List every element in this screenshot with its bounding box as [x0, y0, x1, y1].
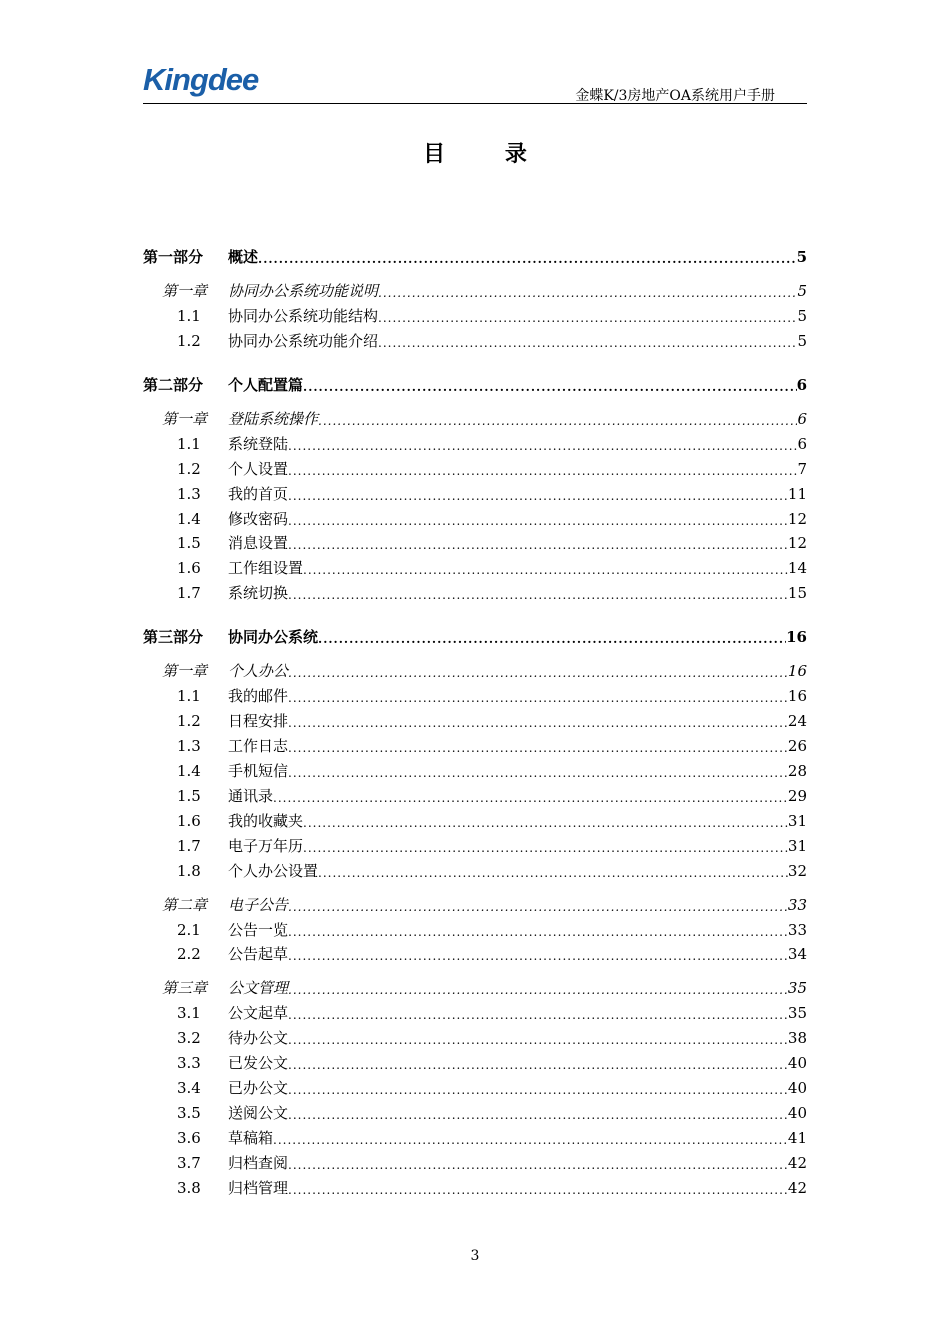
toc-entry-label: 系统切换	[228, 584, 289, 602]
toc-entry-label: 通讯录	[228, 787, 274, 805]
toc-entry-page: 40	[787, 1054, 807, 1072]
toc-entry-section[interactable]	[162, 976, 807, 998]
toc-entry-item[interactable]	[143, 1126, 807, 1148]
toc-entry-page: 6	[796, 376, 807, 394]
toc-entry-label: 我的首页	[228, 485, 289, 503]
toc-entry-page: 6	[797, 435, 807, 453]
toc-dot-leader	[288, 1107, 788, 1123]
toc-dot-leader	[273, 1132, 788, 1148]
toc-entry-label: 登陆系统操作	[228, 410, 319, 428]
toc-entry-item[interactable]	[143, 734, 807, 756]
toc-entry-label: 工作日志	[228, 737, 289, 755]
toc-entry-page: 31	[787, 812, 807, 830]
toc-dot-leader	[288, 948, 788, 964]
toc-entry-item[interactable]	[143, 329, 807, 351]
toc-entry-number: 第二部分	[143, 376, 204, 394]
toc-entry-part[interactable]	[143, 245, 807, 267]
toc-entry-page: 33	[787, 921, 807, 939]
toc-entry-number: 1.6	[177, 559, 201, 577]
toc-entry-number: 1.1	[177, 307, 201, 325]
toc-entry-item[interactable]	[143, 918, 807, 940]
toc-dot-leader	[288, 537, 788, 553]
toc-entry-page: 40	[787, 1104, 807, 1122]
toc-entry-item[interactable]	[143, 1101, 807, 1123]
toc-entry-item[interactable]	[143, 1001, 807, 1023]
toc-dot-leader	[288, 899, 788, 915]
toc-entry-page: 7	[797, 460, 807, 478]
toc-entry-item[interactable]	[143, 1076, 807, 1098]
toc-entry-label: 送阅公文	[228, 1104, 289, 1122]
toc-entry-label: 待办公文	[228, 1029, 289, 1047]
toc-dot-leader	[378, 310, 797, 326]
toc-entry-label: 已发公文	[228, 1054, 289, 1072]
toc-entry-item[interactable]	[143, 531, 807, 553]
toc-entry-item[interactable]	[143, 1051, 807, 1073]
toc-entry-page: 12	[787, 510, 807, 528]
toc-dot-leader	[303, 840, 788, 856]
toc-entry-number: 1.2	[177, 460, 201, 478]
toc-entry-label: 个人配置篇	[228, 376, 304, 394]
manual-title: 金蝶K/3房地产OA系统用户手册	[575, 88, 775, 104]
toc-entry-label: 我的收藏夹	[228, 812, 304, 830]
toc-entry-item[interactable]	[143, 556, 807, 578]
toc-entry-label: 协同办公系统功能介绍	[228, 332, 379, 350]
toc-entry-number: 2.2	[177, 945, 201, 963]
toc-entry-item[interactable]	[143, 709, 807, 731]
toc-dot-leader	[378, 285, 797, 301]
toc-entry-page: 34	[787, 945, 807, 963]
toc-entry-page: 5	[797, 332, 807, 350]
toc-entry-item[interactable]	[143, 942, 807, 964]
toc-entry-number: 1.2	[177, 712, 201, 730]
toc-entry-number: 1.3	[177, 485, 201, 503]
toc-entry-label: 工作组设置	[228, 559, 304, 577]
toc-entry-number: 第一章	[162, 410, 208, 428]
toc-entry-number: 1.8	[177, 862, 201, 880]
kingdee-logo: Kingdee	[143, 62, 259, 97]
toc-entry-number: 1.3	[177, 737, 201, 755]
toc-entry-label: 公文起草	[228, 1004, 289, 1022]
toc-entry-number: 1.7	[177, 584, 201, 602]
toc-dot-leader	[288, 715, 788, 731]
toc-dot-leader	[288, 1007, 788, 1023]
toc-entry-label: 公文管理	[228, 979, 289, 997]
toc-dot-leader	[288, 690, 788, 706]
toc-entry-label: 电子万年历	[228, 837, 304, 855]
toc-dot-leader	[378, 335, 797, 351]
toc-entry-page: 35	[787, 1004, 807, 1022]
toc-dot-leader	[303, 562, 788, 578]
toc-entry-page: 14	[787, 559, 807, 577]
toc-entry-label: 协同办公系统	[228, 628, 319, 646]
toc-entry-item[interactable]	[143, 834, 807, 856]
toc-entry-label: 手机短信	[228, 762, 289, 780]
toc-entry-number: 第一部分	[143, 248, 204, 266]
toc-entry-number: 3.7	[177, 1154, 201, 1172]
toc-entry-number: 1.5	[177, 534, 201, 552]
toc-dot-leader	[288, 1057, 788, 1073]
toc-entry-section[interactable]	[162, 893, 807, 915]
toc-entry-number: 1.6	[177, 812, 201, 830]
toc-dot-leader	[288, 438, 797, 454]
toc-dot-leader	[288, 665, 788, 681]
toc-dot-leader	[288, 1157, 788, 1173]
toc-entry-label: 公告起草	[228, 945, 289, 963]
toc-dot-leader	[303, 815, 788, 831]
toc-dot-leader	[288, 1082, 788, 1098]
toc-entry-label: 日程安排	[228, 712, 289, 730]
toc-entry-item[interactable]	[143, 1176, 807, 1198]
toc-dot-leader	[288, 513, 788, 529]
toc-dot-leader	[288, 1032, 788, 1048]
toc-entry-number: 第二章	[162, 896, 208, 914]
toc-dot-leader	[303, 379, 797, 395]
toc-entry-page: 11	[787, 485, 807, 503]
toc-dot-leader	[273, 790, 788, 806]
toc-entry-page: 29	[787, 787, 807, 805]
toc-dot-leader	[288, 982, 788, 998]
toc-dot-leader	[318, 865, 788, 881]
toc-dot-leader	[288, 924, 788, 940]
toc-entry-number: 第三部分	[143, 628, 204, 646]
toc-entry-part[interactable]	[143, 625, 807, 647]
toc-entry-item[interactable]	[143, 1026, 807, 1048]
toc-entry-item[interactable]	[143, 859, 807, 881]
toc-entry-page: 42	[787, 1179, 807, 1197]
toc-entry-label: 个人设置	[228, 460, 289, 478]
toc-entry-label: 已办公文	[228, 1079, 289, 1097]
toc-entry-number: 1.5	[177, 787, 201, 805]
toc-dot-leader	[288, 488, 788, 504]
toc-entry-number: 第一章	[162, 282, 208, 300]
toc-entry-item[interactable]	[143, 684, 807, 706]
toc-entry-page: 31	[787, 837, 807, 855]
toc-entry-item[interactable]	[143, 809, 807, 831]
toc-entry-number: 3.6	[177, 1129, 201, 1147]
toc-entry-label: 电子公告	[228, 896, 289, 914]
toc-entry-label: 协同办公系统功能说明	[228, 282, 379, 300]
toc-entry-page: 33	[787, 896, 807, 914]
toc-entry-item[interactable]	[143, 457, 807, 479]
toc-entry-number: 第一章	[162, 662, 208, 680]
toc-entry-number: 3.2	[177, 1029, 201, 1047]
toc-entry-number: 1.2	[177, 332, 201, 350]
toc-entry-label: 归档查阅	[228, 1154, 289, 1172]
toc-entry-number: 1.4	[177, 510, 201, 528]
toc-entry-section[interactable]	[162, 279, 807, 301]
toc-entry-number: 3.3	[177, 1054, 201, 1072]
page-number: 3	[470, 1248, 480, 1264]
toc-entry-page: 35	[787, 979, 807, 997]
toc-entry-label: 个人办公设置	[228, 862, 319, 880]
toc-entry-section[interactable]	[162, 407, 807, 429]
toc-dot-leader	[318, 631, 786, 647]
toc-dot-leader	[318, 413, 797, 429]
toc-entry-number: 1.1	[177, 435, 201, 453]
toc-dot-leader	[288, 765, 788, 781]
toc-entry-label: 归档管理	[228, 1179, 289, 1197]
toc-entry-label: 修改密码	[228, 510, 289, 528]
toc-entry-page: 24	[787, 712, 807, 730]
toc-dot-leader	[288, 1182, 788, 1198]
toc-entry-page: 26	[787, 737, 807, 755]
toc-entry-number: 3.4	[177, 1079, 201, 1097]
toc-entry-page: 28	[787, 762, 807, 780]
toc-entry-label: 公告一览	[228, 921, 289, 939]
toc-entry-item[interactable]	[143, 784, 807, 806]
toc-entry-label: 消息设置	[228, 534, 289, 552]
toc-entry-item[interactable]	[143, 304, 807, 326]
toc-entry-page: 5	[797, 282, 807, 300]
toc-entry-number: 1.4	[177, 762, 201, 780]
toc-dot-leader	[288, 463, 797, 479]
toc-entry-page: 12	[787, 534, 807, 552]
toc-entry-number: 3.1	[177, 1004, 201, 1022]
toc-entry-number: 3.8	[177, 1179, 201, 1197]
toc-dot-leader	[288, 740, 788, 756]
toc-entry-number: 第三章	[162, 979, 208, 997]
toc-entry-number: 1.7	[177, 837, 201, 855]
toc-title: 目 录	[423, 141, 553, 167]
toc-entry-page: 16	[787, 662, 807, 680]
toc-entry-page: 16	[787, 687, 807, 705]
toc-entry-page: 5	[797, 307, 807, 325]
toc-entry-item[interactable]	[143, 759, 807, 781]
toc-entry-label: 系统登陆	[228, 435, 289, 453]
toc-entry-number: 3.5	[177, 1104, 201, 1122]
toc-dot-leader	[288, 587, 788, 603]
toc-entry-section[interactable]	[162, 659, 807, 681]
toc-entry-item[interactable]	[143, 507, 807, 529]
toc-entry-label: 草稿箱	[228, 1129, 274, 1147]
toc-entry-page: 15	[787, 584, 807, 602]
toc-entry-page: 42	[787, 1154, 807, 1172]
toc-entry-item[interactable]	[143, 482, 807, 504]
toc-entry-label: 我的邮件	[228, 687, 289, 705]
toc-entry-page: 32	[787, 862, 807, 880]
toc-entry-page: 6	[797, 410, 807, 428]
toc-entry-page: 41	[787, 1129, 807, 1147]
toc-entry-item[interactable]	[143, 1151, 807, 1173]
toc-entry-item[interactable]	[143, 581, 807, 603]
toc-entry-page: 16	[786, 628, 807, 646]
toc-entry-item[interactable]	[143, 432, 807, 454]
toc-entry-page: 5	[796, 248, 807, 266]
toc-entry-number: 2.1	[177, 921, 201, 939]
toc-dot-leader	[258, 251, 797, 267]
toc-entry-number: 1.1	[177, 687, 201, 705]
toc-entry-label: 个人办公	[228, 662, 289, 680]
toc-entry-part[interactable]	[143, 373, 807, 395]
toc-entry-label: 协同办公系统功能结构	[228, 307, 379, 325]
toc-entry-page: 40	[787, 1079, 807, 1097]
toc-entry-page: 38	[787, 1029, 807, 1047]
toc-entry-label: 概述	[228, 248, 259, 266]
